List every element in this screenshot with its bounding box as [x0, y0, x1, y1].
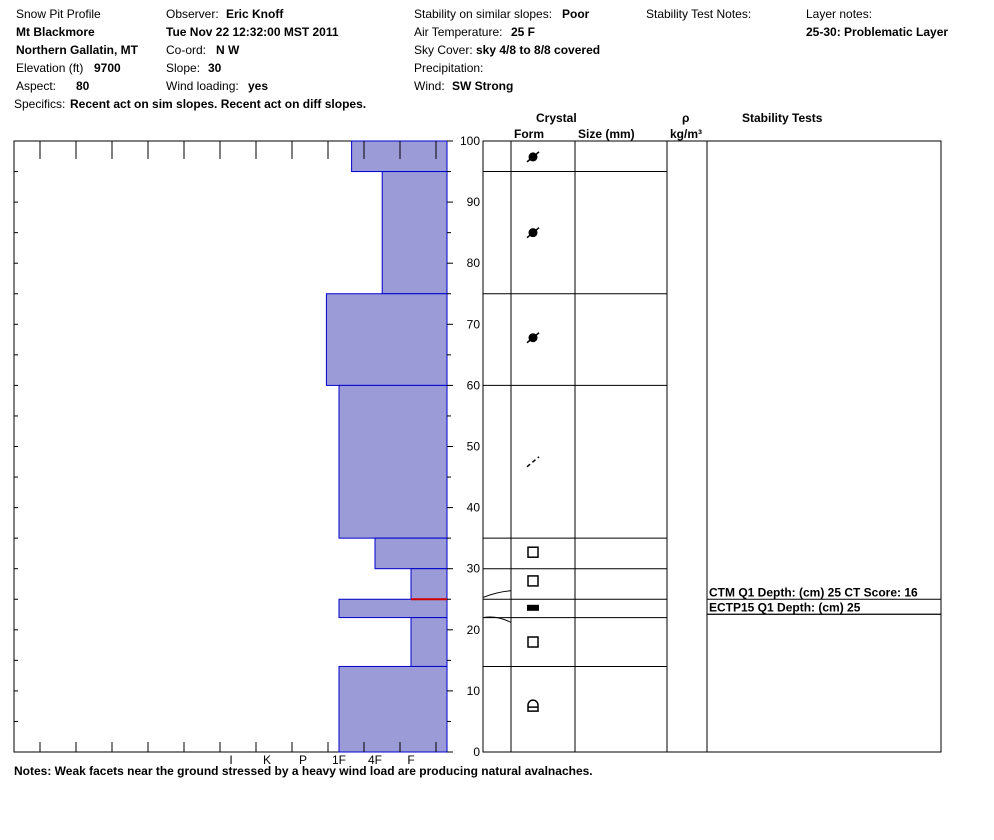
region-name: Northern Gallatin, MT	[16, 43, 139, 57]
hardness-bar-5	[411, 569, 447, 600]
sky-cover-value: sky 4/8 to 8/8 covered	[476, 43, 601, 57]
layer-note: 25-30: Problematic Layer	[806, 25, 949, 39]
specifics-value: Recent act on sim slopes. Recent act on diff slopes.	[70, 97, 367, 111]
sky-cover-label: Sky Cover:	[414, 43, 473, 57]
elevation-label: Elevation (ft)	[16, 61, 84, 75]
hardness-bar-3	[339, 385, 447, 538]
notes-text: Notes: Weak facets near the ground stressed by a heavy wind load are producing natural avalnaches.	[14, 764, 593, 778]
air-temp-value: 25 F	[511, 25, 536, 39]
hardness-bar-8	[339, 666, 447, 752]
location-name: Mt Blackmore	[16, 25, 95, 39]
hardness-bar-0	[352, 141, 447, 172]
crystal-form-faceted-crystal-icon-4	[528, 547, 538, 557]
slope-value: 30	[208, 61, 222, 75]
size-header: Size (mm)	[578, 127, 635, 141]
stability-test-notes-label: Stability Test Notes:	[646, 7, 752, 21]
density-symbol: ρ	[682, 111, 690, 125]
coord-label: Co-ord:	[166, 43, 207, 57]
crystal-header: Crystal	[536, 111, 577, 125]
depth-label-100: 100	[459, 134, 480, 148]
stability-test-0: CTM Q1 Depth: (cm) 25 CT Score: 16	[709, 585, 918, 600]
stability-value: Poor	[562, 7, 590, 21]
aspect-label: Aspect:	[16, 79, 57, 93]
hardness-bar-6	[339, 599, 447, 617]
depth-label-50: 50	[466, 439, 480, 454]
depth-label-0: 0	[473, 745, 480, 759]
layer-notes-label: Layer notes:	[806, 7, 873, 21]
specifics-label: Specifics:	[14, 97, 66, 111]
hardness-label-P: P	[298, 753, 308, 767]
observation-datetime: Tue Nov 22 12:32:00 MST 2011	[166, 25, 339, 39]
layer-table-frame	[483, 141, 941, 752]
depth-label-80: 80	[466, 256, 480, 271]
crystal-form-faceted-crystal-icon-5	[528, 576, 538, 586]
wind-value: SW Strong	[452, 79, 514, 93]
depth-label-40: 40	[466, 500, 480, 515]
depth-label-60: 60	[466, 378, 480, 393]
crystal-form-crust-icon-6	[527, 605, 539, 611]
crystal-form-depth-hoar-icon-8	[528, 700, 538, 711]
hardness-bar-1	[382, 172, 447, 294]
crystal-form-faceted-crystal-icon-7	[528, 637, 538, 647]
weak-layer-link-top	[483, 591, 511, 598]
stability-label: Stability on similar slopes:	[414, 7, 553, 21]
aspect-value: 80	[76, 79, 90, 93]
hardness-label-4F: 4F	[367, 753, 383, 767]
hardness-bar-4	[375, 538, 447, 569]
hardness-label-I: I	[229, 753, 233, 767]
hardness-bar-2	[326, 294, 447, 386]
density-unit: kg/m³	[670, 127, 703, 141]
coord-value: N W	[216, 43, 240, 57]
profile-title: Snow Pit Profile	[16, 7, 101, 21]
wind-label: Wind:	[414, 79, 445, 93]
depth-label-20: 20	[466, 622, 480, 637]
hardness-label-F: F	[407, 753, 415, 767]
slope-label: Slope:	[166, 61, 201, 75]
hardness-label-K: K	[262, 753, 272, 767]
depth-label-10: 10	[466, 683, 480, 698]
observer-label: Observer:	[166, 7, 219, 21]
depth-label-70: 70	[466, 317, 480, 332]
precipitation-label: Precipitation:	[414, 61, 484, 75]
wind-loading-value: yes	[248, 79, 269, 93]
stability-test-1: ECTP15 Q1 Depth: (cm) 25	[709, 600, 861, 615]
hardness-label-1F: 1F	[331, 753, 347, 767]
hardness-bar-7	[411, 618, 447, 667]
stability-tests-header: Stability Tests	[742, 111, 823, 125]
form-header: Form	[514, 127, 544, 141]
observer-value: Eric Knoff	[226, 7, 284, 21]
elevation-value: 9700	[94, 61, 121, 75]
wind-loading-label: Wind loading:	[166, 79, 239, 93]
crystal-form-decomposing-particle-icon-3	[527, 457, 539, 467]
air-temp-label: Air Temperature:	[414, 25, 503, 39]
depth-label-90: 90	[466, 195, 480, 210]
depth-label-30: 30	[466, 561, 480, 576]
